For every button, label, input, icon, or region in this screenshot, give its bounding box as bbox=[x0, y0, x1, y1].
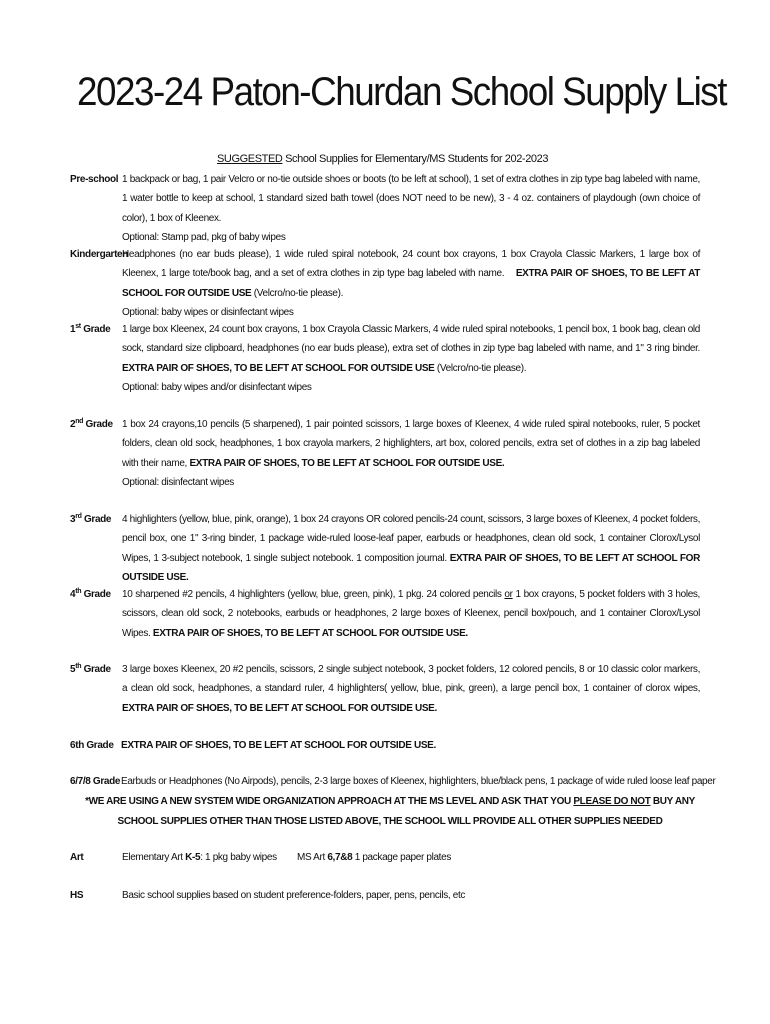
grade678-label: 6/7/8 Grade bbox=[70, 776, 121, 787]
grade2-shoes: EXTRA PAIR OF SHOES, TO BE LEFT AT SCHOOL FOR OUTSIDE USE. bbox=[189, 457, 505, 469]
grade4-items-b: 1 box crayons, 5 pocket folders with 3 holes, scissors, clean old sock, 2 notebooks, earbuds or headphones, 2 large boxes of Kleenex, pencil box/pouch, and 1 container Clorox/Lysol Wipes. bbox=[122, 589, 700, 639]
page-title: 2023-24 Paton-Churdan School Supply List bbox=[77, 70, 726, 114]
kindergarten-label: Kindergarten bbox=[70, 249, 129, 260]
grade5-text bbox=[122, 660, 700, 718]
grade2-num: 2 bbox=[70, 419, 76, 430]
grade3-text bbox=[122, 510, 700, 588]
preschool-text bbox=[122, 170, 700, 248]
grade4-text bbox=[122, 585, 700, 643]
kindergarten-optional: Optional: baby wipes or disinfectant wipes bbox=[122, 307, 294, 319]
art-label: Art bbox=[70, 852, 84, 863]
grade6-shoes: EXTRA PAIR OF SHOES, TO BE LEFT AT SCHOOL FOR OUTSIDE USE. bbox=[121, 740, 436, 751]
ms-notice-part1: *WE ARE USING A NEW SYSTEM WIDE ORGANIZATION APPROACH AT THE MS LEVEL AND ASK THAT YOU bbox=[85, 796, 574, 807]
grade1-optional: Optional: baby wipes and/or disinfectant wipes bbox=[122, 382, 312, 394]
ms-notice bbox=[70, 792, 710, 832]
grade4-num: 4 bbox=[70, 589, 76, 600]
grade2-sup: nd bbox=[75, 418, 84, 425]
art-ms-grades: 6,7&8 bbox=[327, 852, 353, 863]
grade5-sup: th bbox=[75, 663, 82, 670]
hs-text: Basic school supplies based on student preference-folders, paper, pens, pencils, etc bbox=[122, 890, 466, 901]
grade3-word: Grade bbox=[83, 514, 112, 525]
kindergarten-items: Headphones (no ear buds please), 1 wide ruled spiral notebook, 24 count box crayons, 1 box Crayola Classic Markers, 1 large box of Kleenex, 1 large tote/book bag, and a set of extra clothes in zip type bag labeled with name. bbox=[122, 249, 700, 280]
grade5-num: 5 bbox=[70, 664, 76, 675]
grade3-num: 3 bbox=[70, 514, 76, 525]
preschool-label: Pre-school bbox=[70, 174, 119, 185]
ms-notice-underlined: PLEASE DO NOT bbox=[573, 796, 651, 807]
grade5-items: 3 large boxes Kleenex, 20 #2 pencils, scissors, 2 single subject notebook, 3 pocket folders, 12 colored pencils, 8 or 10 classic color markers, a clean old sock, headphones, a standard ruler, 4 highlighters( yellow, blue, pink, green), a large pencil box, 1 container of clorox wipes, bbox=[122, 664, 700, 695]
art-elem-grades: K-5 bbox=[185, 852, 201, 863]
grade5-word: Grade bbox=[83, 664, 111, 675]
grade6-label: 6th Grade bbox=[70, 740, 114, 751]
grade1-text bbox=[122, 320, 700, 398]
grade2-label bbox=[70, 415, 113, 434]
grade1-items: 1 large box Kleenex, 24 count box crayons, 1 box Crayola Classic Markers, 4 wide ruled spiral notebooks, 1 pencil box, 1 book bag, clean old sock, standard size clipboard, headphones (no ear buds please), extra set of clothes in zip type bag labeled with name, and 1" 3 ring binder. bbox=[122, 324, 700, 355]
subtitle-suggested: SUGGESTED bbox=[217, 153, 283, 165]
art-ms-text: 1 package paper plates bbox=[352, 852, 451, 863]
art-elem-prefix: Elementary Art bbox=[122, 852, 186, 863]
hs-label: HS bbox=[70, 890, 84, 901]
kindergarten-text bbox=[122, 245, 700, 323]
grade3-sup: rd bbox=[75, 513, 82, 520]
grade3-label bbox=[70, 510, 111, 529]
grade4-items-a: 10 sharpened #2 pencils, 4 highlighters (yellow, blue, green, pink), 1 pkg. 24 colored pencils bbox=[122, 589, 505, 600]
art-elem-text: : 1 pkg baby wipes bbox=[200, 852, 277, 863]
art-elementary bbox=[122, 848, 277, 867]
grade1-word: Grade bbox=[83, 324, 111, 335]
grade1-num: 1 bbox=[70, 324, 76, 335]
preschool-items: 1 backpack or bag, 1 pair Velcro or no-tie outside shoes or boots (to be left at school), 1 set of extra clothes in zip type bag labeled with name, 1 water bottle to keep at school, 1 standard sized bath towel (does NOT need to be new), 3 - 4 oz. containers of playdough (own choice of color), 1 box of Kleenex. bbox=[122, 174, 700, 224]
art-ms bbox=[297, 848, 451, 867]
grade4-word: Grade bbox=[83, 589, 111, 600]
grade4-or: or bbox=[504, 589, 513, 600]
grade1-label bbox=[70, 320, 110, 339]
grade678-text: Earbuds or Headphones (No Airpods), pencils, 2-3 large boxes of Kleenex, highlighters, blue/black pens, 1 package of wide ruled loose leaf paper bbox=[121, 776, 716, 787]
grade3-shoes: EXTRA PAIR OF SHOES, TO BE LEFT AT SCHOOL FOR OUTSIDE USE. bbox=[122, 552, 700, 584]
grade1-sup: st bbox=[75, 323, 81, 330]
grade2-text bbox=[122, 415, 700, 493]
grade4-sup: th bbox=[75, 588, 82, 595]
grade4-shoes: EXTRA PAIR OF SHOES, TO BE LEFT AT SCHOOL FOR OUTSIDE USE. bbox=[152, 627, 468, 639]
grade3-items: 4 highlighters (yellow, blue, pink, orange), 1 box 24 crayons OR colored pencils-24 count, scissors, 3 large boxes of Kleenex, 4 pocket folders, pencil box, one 1" 3-ring binder, 1 package wide-ruled loose-leaf paper, earbuds or headphones, clean old sock, 1 container Clorox/Lysol Wipes, 1 3-subject notebook, 1 single subject notebook. 1 composition journal. bbox=[122, 514, 700, 564]
art-ms-prefix: MS Art bbox=[297, 852, 328, 863]
preschool-optional: Optional: Stamp pad, pkg of baby wipes bbox=[122, 232, 286, 244]
grade5-label bbox=[70, 660, 111, 679]
kindergarten-tail: (Velcro/no-tie please). bbox=[251, 287, 344, 299]
grade1-tail: (Velcro/no-tie please). bbox=[434, 362, 527, 374]
ms-notice-part2: BUY ANY SCHOOL SUPPLIES OTHER THAN THOSE LISTED ABOVE, THE SCHOOL WILL PROVIDE ALL OTHER SUPPLIES NEEDED bbox=[117, 796, 695, 827]
grade1-shoes: EXTRA PAIR OF SHOES, TO BE LEFT AT SCHOOL FOR OUTSIDE USE bbox=[122, 362, 435, 374]
grade2-items: 1 box 24 crayons,10 pencils (5 sharpened), 1 pair pointed scissors, 1 large boxes of Kleenex, 4 wide ruled spiral notebooks, ruler, 5 pocket folders, clean old sock, headphones, 1 box crayola markers, 2 highlighters, art box, colored pencils, extra set of clothes in a zip bag labeled with their name, bbox=[122, 419, 700, 469]
subtitle bbox=[217, 153, 548, 165]
grade5-shoes: EXTRA PAIR OF SHOES, TO BE LEFT AT SCHOOL FOR OUTSIDE USE. bbox=[122, 702, 437, 714]
grade2-optional: Optional: disinfectant wipes bbox=[122, 477, 234, 489]
subtitle-rest: School Supplies for Elementary/MS Students for 202-2023 bbox=[282, 153, 549, 165]
grade4-label bbox=[70, 585, 111, 604]
grade2-word: Grade bbox=[85, 419, 113, 430]
kindergarten-shoes: EXTRA PAIR OF SHOES, TO BE LEFT AT SCHOOL FOR OUTSIDE USE bbox=[122, 268, 700, 299]
